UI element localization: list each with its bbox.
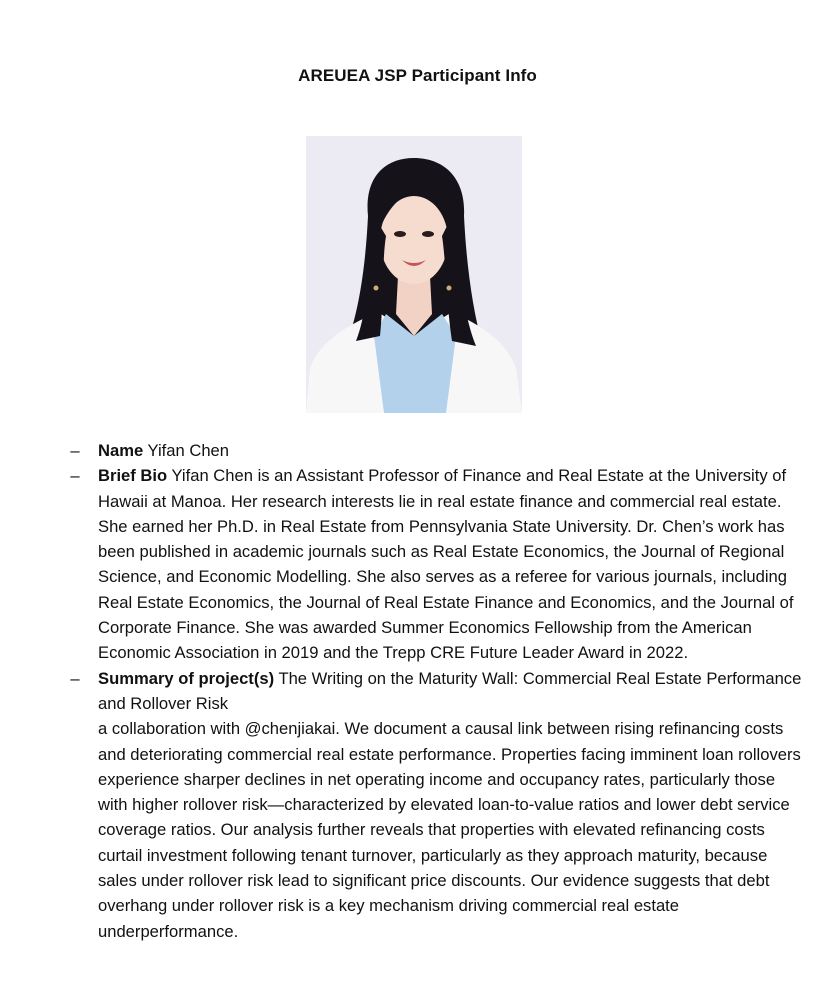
bullet-dash: – <box>70 441 80 460</box>
project-summary-text: a collaboration with @chenjiakai. We document a causal link between rising refinancing costs and deteriorating commercial real estate performance. Properties facing imminent loan rollovers experience sharper declines in net operating income and occupancy rates, particularly those with higher rollover risk—characterized by elevated loan-to-value ratios and lower debt service coverage ratios. Our analysis further reveals that properties with elevated refinancing costs curtail investment following tenant turnover, particularly as they approach maturity, because sales under rollover risk lead to significant price discounts. Our evidence suggests that debt overhang under rollover risk is a key mechanism driving commercial real estate underperformance. <box>98 719 801 941</box>
page-title: AREUEA JSP Participant Info <box>298 66 537 85</box>
project-summary-item <box>68 666 808 944</box>
earring-right <box>447 286 452 291</box>
bio-text: Yifan Chen is an Assistant Professor of Finance and Real Estate at the University of Hawaii at Manoa. Her research interests lie in real estate finance and commercial real estate. She earned her Ph.D. in Real Estate from Pennsylvania State University. Dr. Chen’s work has been published in academic journals such as Real Estate Economics, the Journal of Regional Science, and Economic Modelling. She also serves as a referee for various journals, including Real Estate Economics, the Journal of Real Estate Finance and Economics, and the Journal of Corporate Finance. She was awarded Summer Economics Fellowship from the American Economic Association in 2019 and the Trepp CRE Future Leader Award in 2022. <box>98 466 794 663</box>
eye-right <box>422 231 434 237</box>
bullet-dash: – <box>70 466 80 486</box>
portrait-photo <box>306 136 522 413</box>
name-label: Name <box>98 441 144 460</box>
project-summary-label: Summary of project(s) <box>98 668 275 688</box>
participant-info-list <box>68 438 808 944</box>
bio-item <box>68 463 808 665</box>
bullet-dash: – <box>70 668 80 688</box>
bio-label: Brief Bio <box>98 466 168 486</box>
name-value: Yifan Chen <box>147 441 230 460</box>
earring-left <box>374 286 379 291</box>
eye-left <box>394 231 406 237</box>
project-title: The Writing on the Maturity Wall: Commercial Real Estate Performance and Rollover Risk <box>98 668 802 713</box>
name-item <box>68 438 808 463</box>
